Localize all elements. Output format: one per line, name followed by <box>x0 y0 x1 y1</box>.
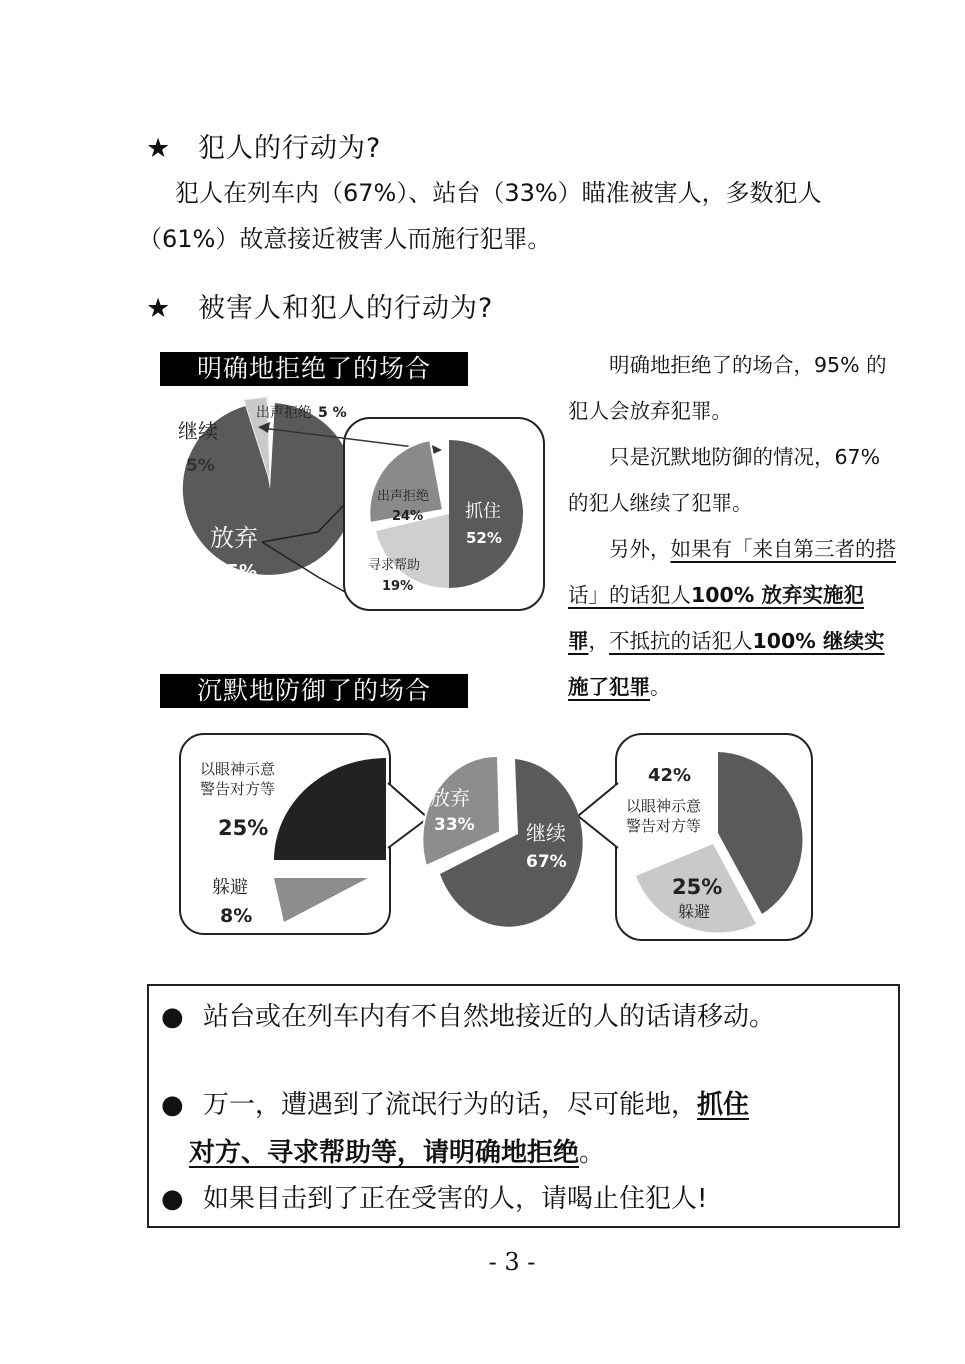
section1-line2: （61%）故意接近被害人而施行犯罪。 <box>138 225 552 253</box>
center-continue-value: 67% <box>526 852 567 872</box>
side-p3-end: 。 <box>650 675 671 699</box>
left-avoid-label: 躲避 <box>212 877 248 898</box>
side-p3-pre: 另外， <box>609 537 671 561</box>
silent-charts <box>178 728 818 946</box>
detail-grab-label: 抓住 <box>465 501 501 522</box>
right-callout-pointer <box>578 783 618 848</box>
silent-case-label: 沉默地防御了的场合 <box>160 674 468 708</box>
main-giveup-value: 95% <box>214 561 258 582</box>
right-avoid-label: 躲避 <box>678 902 711 921</box>
center-continue-label: 继续 <box>526 821 566 845</box>
side-paragraph-2: 只是沉默地防御的情况，67% 的犯人继续了犯罪。 <box>568 445 881 515</box>
page-number: - 3 - <box>488 1248 536 1276</box>
detail-help-value: 19% <box>382 579 414 594</box>
detail-shout-value: 24% <box>392 509 424 524</box>
detail-grab-value: 52% <box>466 529 502 547</box>
note-3 <box>161 1178 707 1215</box>
left-eye-value: 25% <box>218 816 269 840</box>
note-2-bold-2: 对方、寻求帮助等，请明确地拒绝 <box>189 1138 580 1168</box>
note-1-text: 站台或在列车内有不自然地接近的人的话请移动。 <box>203 1002 776 1032</box>
note-2-end: 。 <box>579 1138 606 1168</box>
section2-heading <box>146 286 493 325</box>
bullet-icon: ● <box>161 1090 184 1120</box>
main-continue-value: 5% <box>186 456 215 476</box>
note-1 <box>161 996 775 1033</box>
right-eye-label-1: 以眼神示意 <box>626 797 702 815</box>
bullet-icon: ● <box>161 1184 184 1214</box>
right-avoid-value: 25% <box>672 875 723 899</box>
section1-title: 犯人的行动为? <box>198 133 382 164</box>
side-p3-underline-2: 不抵抗的话犯人 <box>609 629 753 653</box>
note-2-line-1 <box>161 1084 749 1121</box>
left-avoid-value: 8% <box>220 905 253 927</box>
left-eye-label-1: 以眼神示意 <box>200 760 276 778</box>
note-2-pre: 万一，遭遇到了流氓行为的话，尽可能地， <box>203 1090 698 1120</box>
star-icon: ★ <box>146 293 172 324</box>
center-giveup-label: 放弃 <box>430 786 470 810</box>
side-paragraph-3 <box>568 526 900 710</box>
detail-shout-label: 出声拒绝 <box>377 489 430 504</box>
star-icon: ★ <box>146 133 172 164</box>
main-continue-label: 继续 <box>178 419 218 443</box>
note-2-line-2 <box>189 1132 605 1169</box>
note-3-text: 如果目击到了正在受害的人，请喝止住犯人! <box>203 1184 708 1214</box>
right-eye-label-2: 警告对方等 <box>626 817 702 835</box>
side-text <box>568 342 900 710</box>
right-eye-value: 42% <box>648 765 692 786</box>
side-p3-bold-1: 100% 放弃实施犯罪 <box>568 583 864 653</box>
side-p3-underline-1: 如果有「来自第三者的搭话」的话犯人 <box>568 537 896 607</box>
notes-box <box>147 984 900 1228</box>
main-shout-value: 5 % <box>318 405 347 421</box>
note-2-bold-1: 抓住 <box>697 1090 750 1120</box>
center-giveup-value: 33% <box>434 815 475 835</box>
left-eye-label-2: 警告对方等 <box>200 780 276 798</box>
refused-case-label: 明确地拒绝了的场合 <box>160 352 468 386</box>
refused-charts <box>170 392 555 622</box>
section2-title: 被害人和犯人的行动为? <box>198 293 494 324</box>
side-p3-bold-2: 100% 继续实施了犯罪 <box>568 629 885 699</box>
section1-line1: 犯人在列车内（67%）、站台（33%）瞄准被害人，多数犯人 <box>175 179 822 207</box>
side-p3-mid: ， <box>588 629 609 653</box>
section1-heading <box>146 126 381 165</box>
detail-help-label: 寻求帮助 <box>368 558 421 573</box>
main-giveup-label: 放弃 <box>210 524 258 552</box>
bullet-icon: ● <box>161 1002 184 1032</box>
side-paragraph-1: 明确地拒绝了的场合，95% 的犯人会放弃犯罪。 <box>568 353 887 423</box>
main-shout-label: 出声拒绝 <box>256 405 312 421</box>
